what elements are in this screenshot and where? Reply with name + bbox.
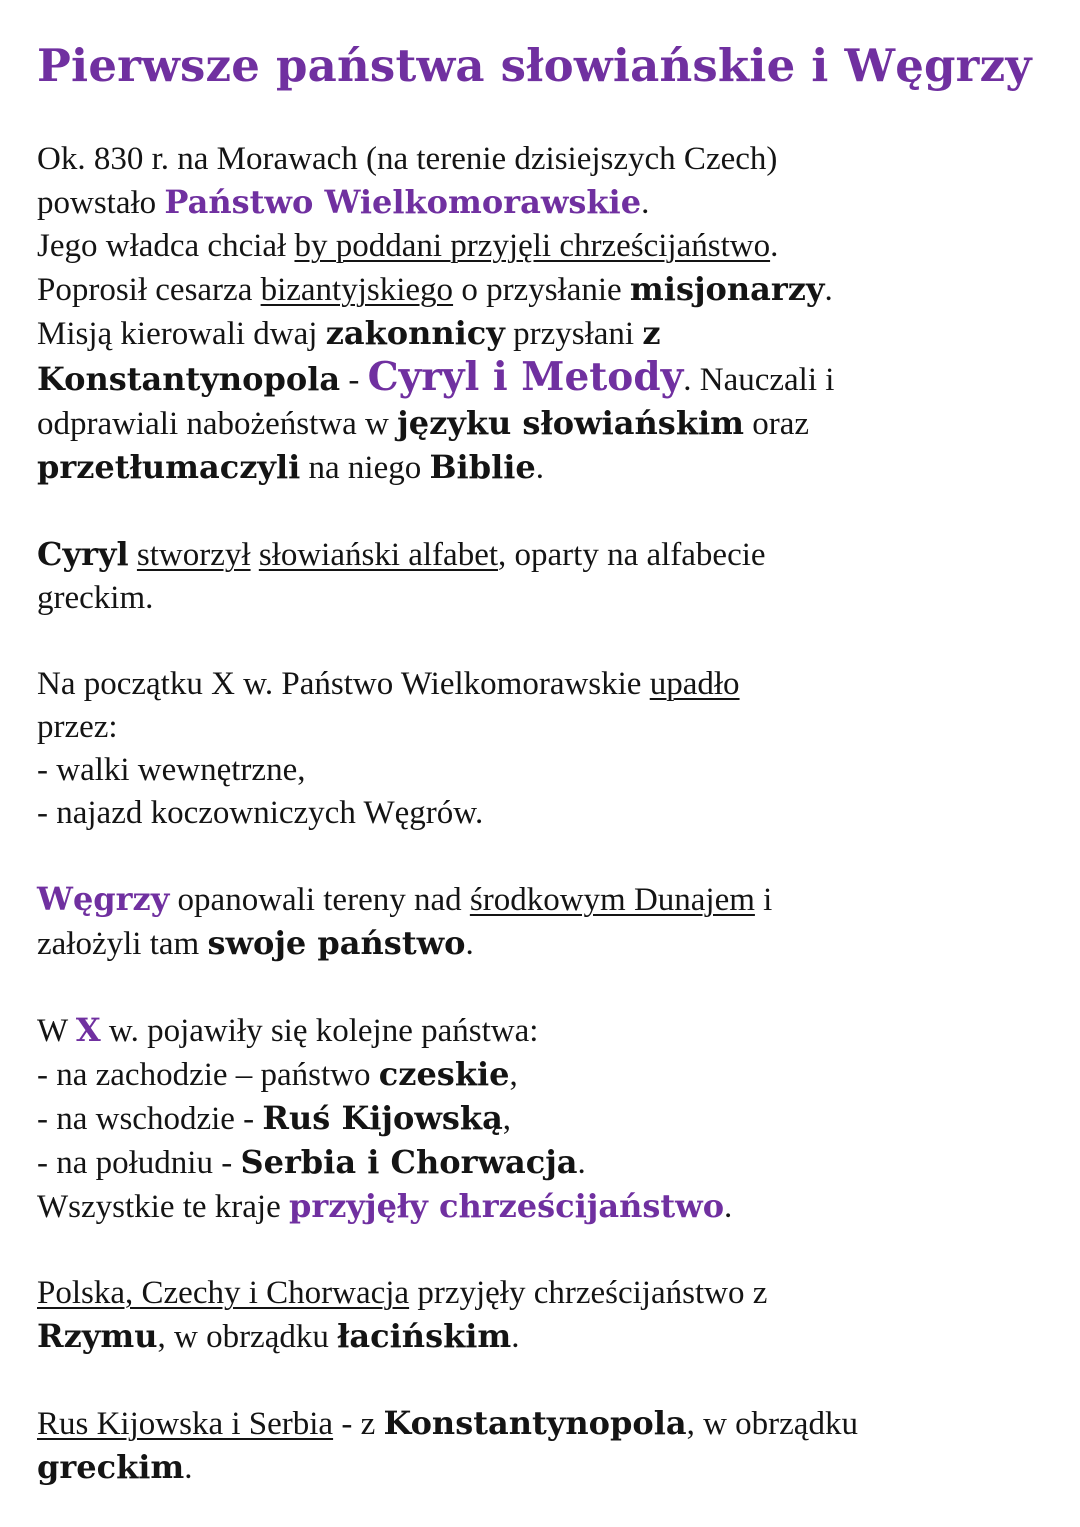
bold-term: greckim bbox=[37, 1448, 185, 1486]
page-title: Pierwsze państwa słowiańskie i Węgrzy bbox=[37, 39, 1032, 92]
text-line: Rzymu, w obrządku łacińskim. bbox=[37, 1317, 520, 1355]
bold-term: Rzymu bbox=[37, 1317, 158, 1355]
underlined-phrase: upadło bbox=[649, 666, 740, 702]
paragraph-great-moravia bbox=[37, 138, 1044, 490]
underlined-phrase: Polska, Czechy i Chorwacja bbox=[37, 1275, 410, 1311]
text-line: Jego władca chciał by poddani przyjęli chrześcijaństwo. bbox=[37, 228, 779, 264]
underlined-phrase: środkowym Dunajem bbox=[469, 882, 755, 918]
bold-term: zakonnicy bbox=[325, 314, 505, 352]
text-line: założyli tam swoje państwo. bbox=[37, 924, 474, 962]
bold-term: Konstantynopola bbox=[37, 360, 341, 398]
bold-term: misjonarzy bbox=[629, 270, 825, 308]
list-item: - najazd koczowniczych Węgrów. bbox=[37, 795, 484, 831]
text-line: Na początku X w. Państwo Wielkomorawskie upadło bbox=[37, 666, 740, 702]
paragraph-greek-rite bbox=[37, 1402, 1044, 1490]
list-item: - na południu - Serbia i Chorwacja. bbox=[37, 1143, 586, 1181]
text-line: greckim. bbox=[37, 1448, 193, 1486]
paragraph-new-states bbox=[37, 1009, 1044, 1229]
bold-term: swoje państwo bbox=[207, 924, 466, 962]
list-item: - walki wewnętrzne, bbox=[37, 752, 306, 788]
underlined-phrase: słowiański alfabet bbox=[258, 537, 499, 573]
highlight-term: X bbox=[75, 1011, 101, 1049]
underlined-phrase: Rus Kijowska i Serbia bbox=[37, 1406, 334, 1442]
list-item: - na zachodzie – państwo czeskie, bbox=[37, 1055, 518, 1093]
text-line: Cyryl stworzył słowiański alfabet, oparty na alfabecie bbox=[37, 535, 766, 573]
text-line: Węgrzy opanowali tereny nad środkowym Dunajem i bbox=[37, 880, 773, 918]
text-line: przez: bbox=[37, 709, 118, 745]
bold-term: łacińskim bbox=[337, 1317, 512, 1355]
text-line: przetłumaczyli na niego Biblie. bbox=[37, 448, 544, 486]
paragraph-cyril-alphabet bbox=[37, 533, 1044, 620]
text-line: powstało Państwo Wielkomorawskie. bbox=[37, 183, 650, 221]
text-line: Polska, Czechy i Chorwacja przyjęły chrześcijaństwo z bbox=[37, 1275, 768, 1311]
paragraph-latin-rite bbox=[37, 1272, 1044, 1359]
text-line: Wszystkie te kraje przyjęły chrześcijaństwo. bbox=[37, 1187, 733, 1225]
underlined-phrase: stworzył bbox=[136, 537, 251, 573]
text-line: Ok. 830 r. na Morawach (na terenie dzisiejszych Czech) bbox=[37, 141, 778, 177]
bold-term: języku słowiańskim bbox=[397, 404, 744, 442]
bold-term: Serbia i Chorwacja bbox=[240, 1143, 578, 1181]
text-line: W X w. pojawiły się kolejne państwa: bbox=[37, 1011, 539, 1049]
bold-term: Cyryl bbox=[37, 535, 129, 573]
paragraph-fall bbox=[37, 663, 1044, 835]
highlight-term: Węgrzy bbox=[37, 880, 170, 918]
text-line: odprawiali nabożeństwa w języku słowiańskim oraz bbox=[37, 404, 810, 442]
paragraph-hungarians bbox=[37, 878, 1044, 966]
bold-term: z bbox=[642, 314, 661, 352]
list-item: - na wschodzie - Ruś Kijowską, bbox=[37, 1099, 512, 1137]
text-line: Rus Kijowska i Serbia - z Konstantynopola, w obrządku bbox=[37, 1404, 858, 1442]
bold-term: przetłumaczyli bbox=[37, 448, 301, 486]
underlined-phrase: bizantyjskiego bbox=[260, 272, 454, 308]
bold-term: Konstantynopola bbox=[383, 1404, 687, 1442]
highlight-names: Cyryl i Metody bbox=[367, 354, 684, 400]
text-line: Poprosił cesarza bizantyjskiego o przysłanie misjonarzy. bbox=[37, 270, 833, 308]
text-line: greckim. bbox=[37, 580, 154, 616]
highlight-state-name: Państwo Wielkomorawskie bbox=[164, 183, 642, 221]
text-line: Misją kierowali dwaj zakonnicy przysłani z bbox=[37, 314, 661, 352]
bold-term: Biblie bbox=[429, 448, 536, 486]
underlined-phrase: by poddani przyjęli chrześcijaństwo bbox=[294, 228, 771, 264]
highlight-term: przyjęły chrześcijaństwo bbox=[288, 1187, 725, 1225]
bold-term: Ruś Kijowską bbox=[262, 1099, 503, 1137]
bold-term: czeskie bbox=[378, 1055, 510, 1093]
text-line: Konstantynopola - Cyryl i Metody. Nauczali i bbox=[37, 354, 835, 400]
